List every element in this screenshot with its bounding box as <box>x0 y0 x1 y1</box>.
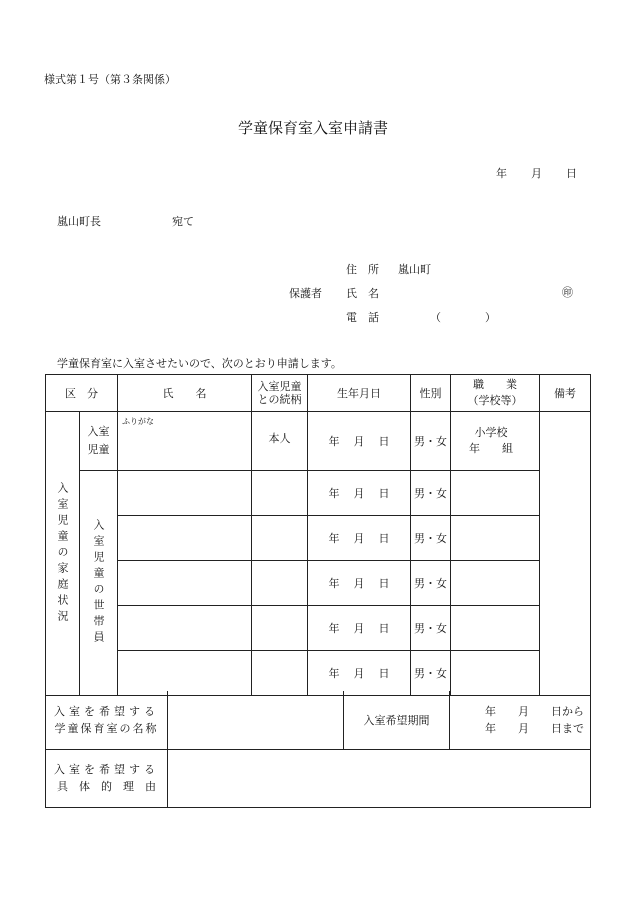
phone-label: 電 話 <box>346 311 379 324</box>
member-birth-cell[interactable] <box>308 561 411 606</box>
member-sex-cell[interactable]: 男・女 <box>411 471 451 516</box>
child-label-line1: 入室 <box>87 425 110 438</box>
birth-year-label: 年 <box>328 532 340 545</box>
header-relation <box>252 375 308 412</box>
member-name-cell[interactable] <box>118 471 252 516</box>
room-label-line1: 入室を希望する <box>54 704 159 718</box>
child-label-cell <box>80 412 118 471</box>
member-name-cell[interactable] <box>118 651 252 696</box>
table-header-row <box>46 375 591 412</box>
child-relation-cell <box>252 412 308 471</box>
seal-mark: ㊞ <box>562 286 573 299</box>
room-label-cell <box>46 691 168 749</box>
header-birth: 生年月日 <box>308 375 411 412</box>
room-row <box>46 691 591 749</box>
member-sex-cell[interactable]: 男・女 <box>411 651 451 696</box>
room-label-line2: 学童保育室の名称 <box>54 721 159 735</box>
birth-year-label: 年 <box>328 622 340 635</box>
birth-day-label: 日 <box>378 487 390 500</box>
member-name-cell[interactable] <box>118 516 252 561</box>
member-job-cell[interactable] <box>451 561 540 606</box>
member-relation-cell[interactable] <box>252 516 308 561</box>
header-job-line2: （学校等） <box>467 394 523 407</box>
reason-input[interactable] <box>168 749 591 807</box>
birth-month-label: 月 <box>353 667 365 680</box>
addressee: 嵐山町長 <box>57 215 101 228</box>
header-relation-line1: 入室児童 <box>257 380 302 393</box>
birth-day-label: 日 <box>378 667 390 680</box>
reason-row <box>46 749 591 807</box>
guardian-label: 保護者 <box>289 287 322 300</box>
school-label: 小学校 <box>474 426 508 439</box>
birth-day-label: 日 <box>378 577 390 590</box>
form-number: 様式第１号（第３条関係） <box>44 73 176 86</box>
header-name: 氏 名 <box>118 375 252 412</box>
table-row <box>46 561 591 606</box>
grade-class-label: 年 組 <box>469 442 513 455</box>
table-row-child <box>46 412 591 471</box>
member-job-cell[interactable] <box>451 516 540 561</box>
family-status-cell <box>46 412 80 696</box>
member-relation-cell[interactable] <box>252 651 308 696</box>
member-name-cell[interactable] <box>118 561 252 606</box>
birth-year-label: 年 <box>328 487 340 500</box>
household-table <box>45 374 591 696</box>
period-from: 年 月 日から <box>485 704 584 718</box>
table-row <box>46 651 591 696</box>
header-notes: 備考 <box>540 375 591 412</box>
birth-month-label: 月 <box>353 487 365 500</box>
birth-month-label: 月 <box>353 622 365 635</box>
household-label: 入室児童の世帯員 <box>92 519 105 647</box>
birth-day-label: 日 <box>378 532 390 545</box>
honnin-label: 本人 <box>268 432 291 445</box>
furigana-label: ふりがな <box>122 417 154 426</box>
period-to: 年 月 日まで <box>485 721 584 735</box>
member-sex-cell[interactable]: 男・女 <box>411 516 451 561</box>
name-label: 氏 名 <box>346 287 379 300</box>
table-row <box>46 471 591 516</box>
reason-label-line1: 入室を希望する <box>54 763 159 776</box>
reason-label-cell <box>46 749 168 807</box>
date-day-label: 日 <box>566 167 577 180</box>
birth-year-label: 年 <box>328 435 340 448</box>
birth-day-label: 日 <box>378 435 390 448</box>
child-school-cell[interactable] <box>451 412 540 471</box>
child-sex-cell[interactable]: 男・女 <box>411 412 451 471</box>
addressee-suffix: 宛て <box>172 215 194 228</box>
birth-day-label: 日 <box>378 622 390 635</box>
header-relation-line2: との続柄 <box>257 393 302 406</box>
address-value[interactable]: 嵐山町 <box>398 263 431 276</box>
date-year-label: 年 <box>496 167 507 180</box>
member-birth-cell[interactable] <box>308 651 411 696</box>
member-job-cell[interactable] <box>451 606 540 651</box>
birth-year-label: 年 <box>328 667 340 680</box>
intro-text: 学童保育室に入室させたいので、次のとおり申請します。 <box>57 357 342 370</box>
member-name-cell[interactable] <box>118 606 252 651</box>
member-sex-cell[interactable]: 男・女 <box>411 561 451 606</box>
notes-cell[interactable] <box>540 412 591 696</box>
table-row <box>46 516 591 561</box>
member-relation-cell[interactable] <box>252 471 308 516</box>
child-birth-cell[interactable] <box>308 412 411 471</box>
header-job-line1: 職 業 <box>473 378 517 391</box>
member-relation-cell[interactable] <box>252 606 308 651</box>
birth-year-label: 年 <box>328 577 340 590</box>
period-label: 入室希望期間 <box>344 691 450 749</box>
birth-month-label: 月 <box>353 532 365 545</box>
header-sex: 性別 <box>411 375 451 412</box>
child-label-line2: 児童 <box>87 443 110 456</box>
header-job <box>451 375 540 412</box>
address-label: 住 所 <box>346 263 379 276</box>
family-status-label: 入室児童の家庭状況 <box>56 481 69 626</box>
birth-month-label: 月 <box>353 577 365 590</box>
date-month-label: 月 <box>531 167 542 180</box>
member-job-cell[interactable] <box>451 651 540 696</box>
member-job-cell[interactable] <box>451 471 540 516</box>
period-cell[interactable] <box>450 691 591 749</box>
request-table <box>45 691 591 808</box>
room-name-input[interactable] <box>168 691 344 749</box>
reason-label-line2: 具 体 的 理 由 <box>57 780 156 793</box>
child-name-cell[interactable] <box>118 412 252 471</box>
member-birth-cell[interactable] <box>308 516 411 561</box>
table-row <box>46 606 591 651</box>
member-birth-cell[interactable] <box>308 471 411 516</box>
member-sex-cell[interactable]: 男・女 <box>411 606 451 651</box>
page-title: 学童保育室入室申請書 <box>238 119 389 137</box>
member-relation-cell[interactable] <box>252 561 308 606</box>
member-birth-cell[interactable] <box>308 606 411 651</box>
birth-month-label: 月 <box>353 435 365 448</box>
household-label-cell <box>80 471 118 696</box>
phone-paren[interactable]: （ ） <box>430 311 496 324</box>
header-kubun: 区 分 <box>46 375 118 412</box>
